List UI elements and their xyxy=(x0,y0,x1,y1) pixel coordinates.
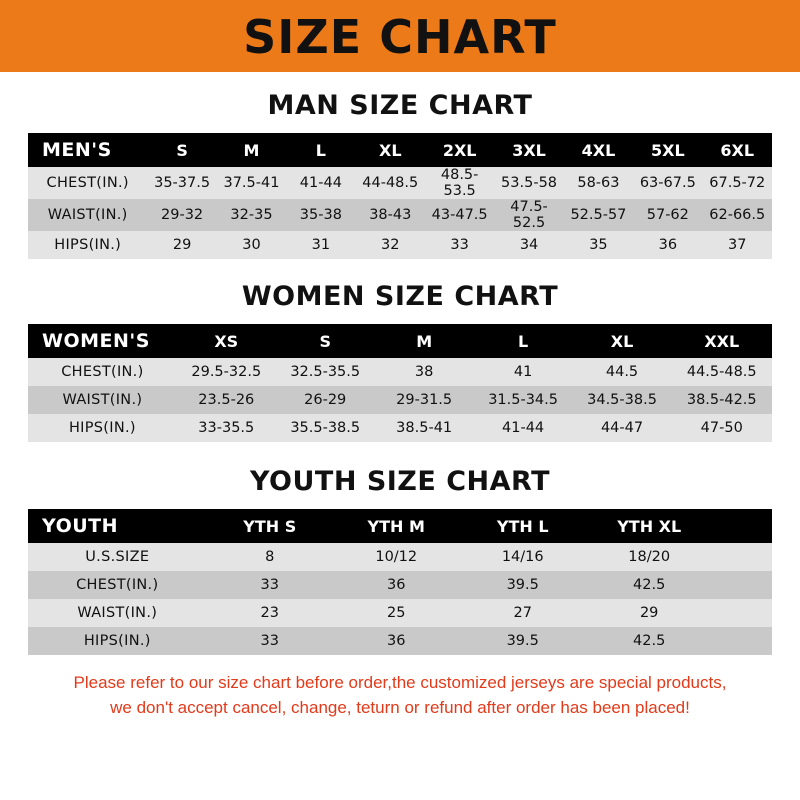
cell: 53.5-58 xyxy=(501,175,558,191)
cell: 44.5-48.5 xyxy=(686,364,757,380)
cell: 8 xyxy=(265,549,275,565)
cell: 31.5-34.5 xyxy=(488,392,558,408)
man-col-header: S xyxy=(176,140,188,160)
cell: 30 xyxy=(242,237,261,253)
cell: 35 xyxy=(589,237,608,253)
women-table-corner-label: WOMEN'S xyxy=(42,330,150,352)
cell: 63-67.5 xyxy=(639,175,696,191)
cell: 31 xyxy=(311,237,331,253)
cell: 10/12 xyxy=(375,549,418,565)
cell-spacer xyxy=(712,627,772,655)
man-size-table xyxy=(28,133,772,259)
cell: 67.5-72 xyxy=(709,175,766,191)
youth-col-header-spacer xyxy=(712,509,772,543)
cell: 48.5-53.5 xyxy=(440,167,479,199)
cell: 34.5-38.5 xyxy=(587,392,657,408)
cell: 62-66.5 xyxy=(709,207,766,223)
table-row xyxy=(28,627,772,655)
table-row xyxy=(28,543,772,571)
man-col-header: XL xyxy=(378,140,402,160)
table-row xyxy=(28,386,772,414)
cell: 29.5-32.5 xyxy=(191,364,262,380)
page-title: SIZE CHART xyxy=(243,10,557,64)
man-col-header: 5XL xyxy=(650,140,685,160)
cell: 58-63 xyxy=(577,175,620,191)
man-col-header: L xyxy=(315,140,326,160)
man-section-title: MAN SIZE CHART xyxy=(267,90,533,121)
youth-col-header: YTH XL xyxy=(617,516,682,536)
man-col-header: 3XL xyxy=(512,140,546,160)
cell: 33 xyxy=(260,633,279,649)
women-col-header: XL xyxy=(610,331,634,351)
women-section-title: WOMEN SIZE CHART xyxy=(241,281,559,312)
cell: 27 xyxy=(513,605,532,621)
cell: 32.5-35.5 xyxy=(290,364,361,380)
cell: 33 xyxy=(450,237,469,253)
cell: 42.5 xyxy=(633,633,666,649)
cell-spacer xyxy=(712,599,772,627)
youth-section-title: YOUTH SIZE CHART xyxy=(249,466,551,497)
table-header-row xyxy=(28,509,772,543)
cell: 44.5 xyxy=(605,364,639,380)
chart-content xyxy=(0,90,800,720)
table-row xyxy=(28,571,772,599)
man-col-header: M xyxy=(243,140,260,160)
cell: 52.5-57 xyxy=(570,207,627,223)
row-label: CHEST(IN.) xyxy=(76,577,159,593)
cell: 38-43 xyxy=(369,207,412,223)
cell: 41-44 xyxy=(502,420,545,436)
cell: 29 xyxy=(172,237,192,253)
cell: 42.5 xyxy=(633,577,666,593)
cell: 47-50 xyxy=(700,420,743,436)
cell: 44-48.5 xyxy=(362,175,419,191)
row-label: WAIST(IN.) xyxy=(47,207,128,223)
cell: 29-31.5 xyxy=(396,392,453,408)
man-col-header: 4XL xyxy=(581,140,616,160)
man-table-corner-label: MEN'S xyxy=(42,139,112,161)
youth-col-header: YTH M xyxy=(367,516,425,536)
table-header-row xyxy=(28,324,772,358)
cell: 39.5 xyxy=(506,577,539,593)
row-label: HIPS(IN.) xyxy=(83,633,151,649)
cell: 44-47 xyxy=(600,420,644,436)
cell: 38.5-41 xyxy=(396,420,453,436)
row-label: CHEST(IN.) xyxy=(46,175,129,191)
cell: 29-32 xyxy=(161,207,204,223)
cell: 41 xyxy=(513,364,533,380)
youth-size-table xyxy=(28,509,772,655)
table-row xyxy=(28,599,772,627)
table-row xyxy=(28,199,772,231)
row-label: WAIST(IN.) xyxy=(62,392,143,408)
row-label: CHEST(IN.) xyxy=(61,364,144,380)
women-col-header: M xyxy=(416,331,433,351)
cell: 41-44 xyxy=(299,175,342,191)
disclaimer-note xyxy=(28,671,772,720)
cell: 25 xyxy=(387,605,406,621)
cell: 35.5-38.5 xyxy=(290,420,361,436)
cell: 33-35.5 xyxy=(198,420,255,436)
cell: 38 xyxy=(414,364,434,380)
women-col-header: L xyxy=(517,331,529,351)
cell: 26-29 xyxy=(304,392,347,408)
cell-spacer xyxy=(712,571,772,599)
women-size-table xyxy=(28,324,772,442)
cell: 23 xyxy=(260,605,279,621)
cell: 32-35 xyxy=(230,207,273,223)
cell: 29 xyxy=(639,605,659,621)
youth-col-header: YTH L xyxy=(496,516,549,536)
women-col-header: S xyxy=(319,331,331,351)
table-row xyxy=(28,414,772,442)
row-label: WAIST(IN.) xyxy=(77,605,158,621)
cell: 34 xyxy=(519,237,539,253)
disclaimer-line-1: Please refer to our size chart before order,the customized jerseys are special products, xyxy=(73,673,727,692)
man-col-header: 6XL xyxy=(720,140,755,160)
cell: 36 xyxy=(658,237,678,253)
cell: 33 xyxy=(260,577,279,593)
cell: 37.5-41 xyxy=(223,175,280,191)
cell: 23.5-26 xyxy=(198,392,255,408)
cell: 36 xyxy=(387,577,406,593)
cell: 36 xyxy=(387,633,406,649)
man-col-header: 2XL xyxy=(442,140,477,160)
cell: 38.5-42.5 xyxy=(686,392,757,408)
women-col-header: XS xyxy=(214,331,239,351)
cell: 35-37.5 xyxy=(154,175,211,191)
row-label: HIPS(IN.) xyxy=(68,420,136,436)
table-row xyxy=(28,167,772,199)
row-label: HIPS(IN.) xyxy=(54,237,122,253)
cell: 57-62 xyxy=(646,207,689,223)
cell-spacer xyxy=(712,543,772,571)
cell: 39.5 xyxy=(506,633,539,649)
row-label: U.S.SIZE xyxy=(85,549,150,565)
cell: 47.5-52.5 xyxy=(510,199,548,231)
cell: 43-47.5 xyxy=(431,207,488,223)
table-header-row xyxy=(28,133,772,167)
header-banner xyxy=(0,0,800,72)
youth-table-corner-label: YOUTH xyxy=(42,515,119,537)
cell: 32 xyxy=(381,237,400,253)
cell: 37 xyxy=(728,237,747,253)
table-row xyxy=(28,231,772,259)
cell: 35-38 xyxy=(299,207,342,223)
cell: 18/20 xyxy=(628,549,671,565)
disclaimer-line-2: we don't accept cancel, change, teturn or refund after order has been placed! xyxy=(110,697,690,717)
table-row xyxy=(28,358,772,386)
youth-col-header: YTH S xyxy=(243,516,297,536)
women-col-header: XXL xyxy=(704,331,740,351)
cell: 14/16 xyxy=(501,549,544,565)
